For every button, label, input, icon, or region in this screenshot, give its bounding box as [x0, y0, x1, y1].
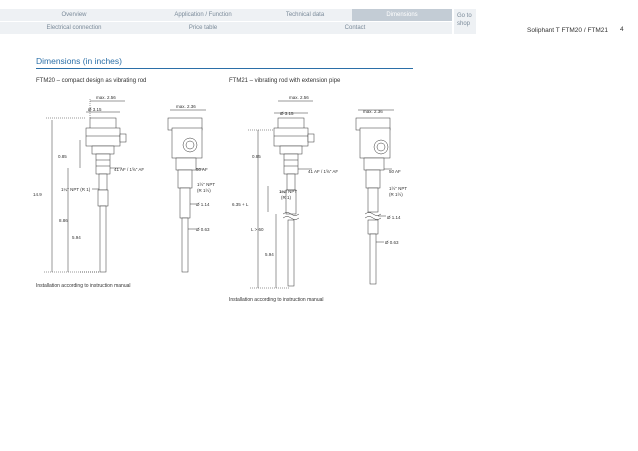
shop-label-line2: shop — [457, 21, 471, 27]
nav-tab-application[interactable]: Application / Function — [148, 9, 258, 22]
ftm21-side-label-d114: Ø 1.14 — [387, 215, 401, 220]
section-title: Dimensions (in inches) — [36, 56, 122, 66]
ftm20-side-label-npt-b: (R 1½) — [197, 188, 211, 193]
nav-tab-electrical-connection[interactable]: Electrical connection — [0, 22, 148, 35]
ftm20-label-max-width: max. 2.56 — [96, 95, 116, 100]
ftm21-label-npt-b: (R 1) — [281, 195, 291, 200]
nav-tab-technical-data[interactable]: Technical data — [258, 9, 352, 22]
ftm21-label-L-60: L > 60 — [251, 227, 264, 232]
ftm20-side-label-max: max. 2.36 — [176, 104, 196, 109]
nav-tab-overview[interactable]: Overview — [0, 9, 148, 22]
nav-tab-contact[interactable]: Contact — [258, 22, 452, 35]
ftm20-label-0-85: 0.85 — [58, 154, 67, 159]
ftm20-side-label-d063: Ø 0.63 — [196, 227, 210, 232]
ftm21-side-drawing — [356, 110, 394, 284]
ftm21-side-label-d063: Ø 0.63 — [385, 240, 399, 245]
ftm20-installation-note: Installation according to instruction manual — [36, 283, 131, 289]
page-number: 4 — [620, 26, 624, 33]
ftm21-installation-note: Installation according to instruction manual — [229, 297, 324, 303]
ftm20-front-drawing — [44, 99, 126, 272]
ftm21-label-af: 41 AF / 1⅝" AF — [308, 169, 339, 174]
ftm21-label-max-width: max. 2.56 — [289, 95, 309, 100]
document-title: Soliphant T FTM20 / FTM21 — [527, 27, 609, 34]
ftm21-label-0-85: 0.85 — [252, 154, 261, 159]
ftm20-label-npt: 1¼" NPT (R 1) — [61, 187, 91, 192]
ftm20-side-label-npt-a: 1½" NPT — [197, 182, 216, 187]
ftm21-label-diameter-housing: Ø 3.15 — [280, 111, 294, 116]
ftm21-side-label-max: max. 2.36 — [363, 109, 383, 114]
ftm21-side-label-npt-a: 1½" NPT — [389, 186, 408, 191]
ftm20-label-af: 41 AF / 1⅝" AF — [114, 167, 145, 172]
ftm20-label-14-9: 14.9 — [33, 192, 42, 197]
ftm20-title: FTM20 – compact design as vibrating rod — [36, 78, 147, 84]
ftm21-side-label-npt-b: (R 1½) — [389, 192, 403, 197]
nav-tab-dimensions[interactable]: Dimensions — [352, 9, 452, 22]
ftm20-label-5-94: 5.94 — [72, 235, 81, 240]
nav-tab-price-table[interactable]: Price table — [148, 22, 258, 35]
ftm20-label-diameter-housing: Ø 3.15 — [88, 107, 102, 112]
ftm21-label-5-94: 5.94 — [265, 252, 274, 257]
ftm20-label-8-86: 8.86 — [59, 218, 68, 223]
ftm21-title: FTM21 – vibrating rod with extension pipe — [229, 78, 341, 84]
shop-label-line1: Go to — [457, 13, 472, 19]
ftm20-side-label-50af: 50 AF — [196, 167, 208, 172]
ftm21-label-npt-a: 1¼" NPT — [279, 189, 298, 194]
ftm21-side-label-50af: 50 AF — [389, 169, 401, 174]
ftm21-label-6-35-L: 6.35 + L — [232, 202, 249, 207]
ftm20-side-label-d114: Ø 1.14 — [196, 202, 210, 207]
